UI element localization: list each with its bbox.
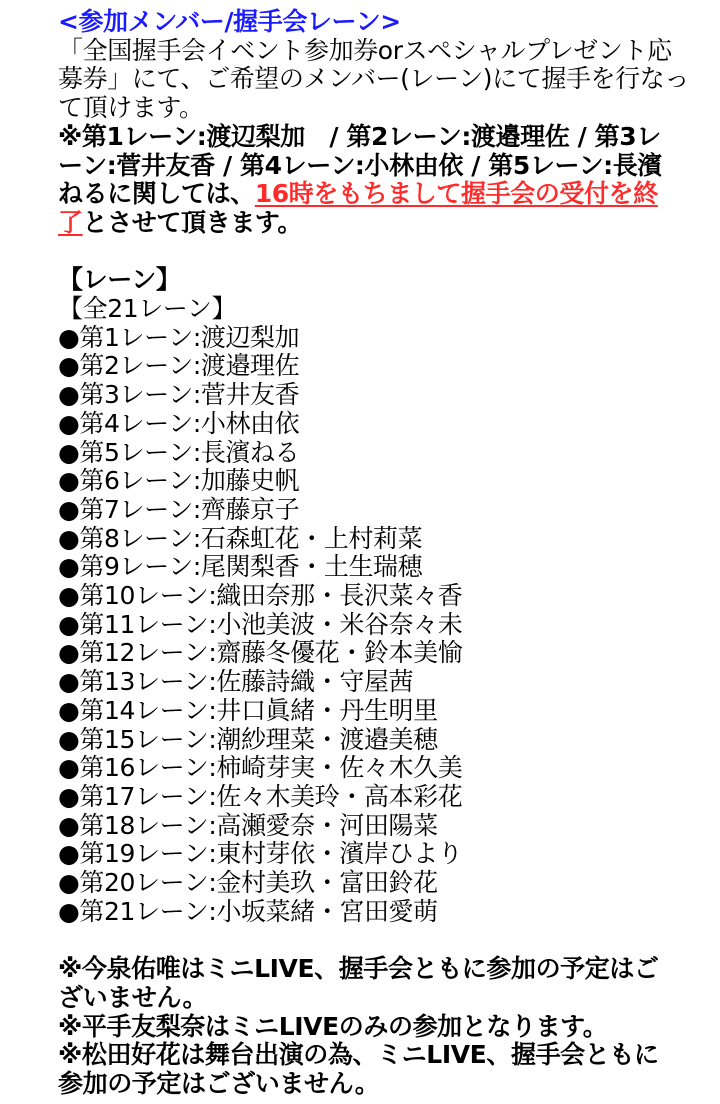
lanes-heading: 【レーン】 bbox=[58, 265, 181, 295]
footnote-line: ざいません。 bbox=[58, 982, 208, 1012]
lane-item: ●第11レーン:小池美波・米谷奈々未 bbox=[58, 609, 463, 639]
notice-line bbox=[58, 209, 700, 238]
intro-line: て頂けます。 bbox=[58, 93, 204, 123]
lane-item: ●第12レーン:齋藤冬優花・鈴本美愉 bbox=[58, 638, 463, 668]
lane-item: ●第14レーン:井口眞緒・丹生明里 bbox=[58, 695, 438, 725]
page-heading: <参加メンバー/握手会レーン> bbox=[58, 7, 401, 36]
lane-item: ●第2レーン:渡邉理佐 bbox=[58, 351, 300, 381]
footnote-line: 参加の予定はございません。 bbox=[58, 1068, 380, 1098]
lane-item: ●第9レーン:尾関梨香・土生瑞穂 bbox=[58, 552, 423, 582]
lane-item: ●第20レーン:金村美玖・富田鈴花 bbox=[58, 868, 438, 898]
notice-paragraph bbox=[58, 123, 700, 238]
footnote-line: ※松田好花は舞台出演の為、ミニLIVE、握手会ともに bbox=[58, 1040, 659, 1070]
footnote-line: ※今泉佑唯はミニLIVE、握手会ともに参加の予定はご bbox=[58, 954, 659, 984]
notice-line: ※第1レーン:渡辺梨加 / 第2レーン:渡邉理佐 / 第3レ bbox=[58, 121, 661, 151]
lane-item: ●第8レーン:石森虹花・上村莉菜 bbox=[58, 523, 423, 553]
spacer bbox=[58, 238, 700, 267]
notice-line: ーン:菅井友香 / 第4レーン:小林由依 / 第5レーン:長濱 bbox=[58, 150, 662, 180]
lane-item: ●第7レーン:齊藤京子 bbox=[58, 494, 300, 524]
intro-line: 「全国握手会イベント参加券orスペシャルプレゼント応 bbox=[58, 35, 672, 65]
notice-line bbox=[58, 180, 700, 209]
lane-item: ●第10レーン:織田奈那・長沢菜々香 bbox=[58, 581, 463, 611]
lane-item: ●第5レーン:長濱ねる bbox=[58, 437, 300, 467]
lane-item: ●第19レーン:東村芽依・濱岸ひより bbox=[58, 839, 463, 869]
lane-list bbox=[58, 324, 700, 927]
lane-item: ●第16レーン:柿崎芽実・佐々木久美 bbox=[58, 753, 463, 783]
lane-item: ●第17レーン:佐々木美玲・高本彩花 bbox=[58, 781, 463, 811]
lane-item: ●第13レーン:佐藤詩織・守屋茜 bbox=[58, 667, 414, 697]
lane-item: ●第15レーン:潮紗理菜・渡邉美穂 bbox=[58, 724, 438, 754]
footnote-line: ※平手友梨奈はミニLIVEのみの参加となります。 bbox=[58, 1011, 608, 1041]
notice-text: ねるに関しては、 bbox=[58, 179, 255, 209]
lane-item: ●第18レーン:高瀬愛奈・河田陽菜 bbox=[58, 810, 438, 840]
notice-text: とさせて頂きます。 bbox=[82, 207, 303, 237]
lane-item: ●第4レーン:小林由依 bbox=[58, 408, 300, 438]
footnotes bbox=[58, 955, 700, 1099]
intro-line: 募券」にて、ご希望のメンバー(レーン)にて握手を行なっ bbox=[58, 64, 689, 94]
reception-end-link-continued[interactable]: 了 bbox=[58, 207, 83, 237]
lane-item: ●第3レーン:菅井友香 bbox=[58, 380, 300, 410]
intro-paragraph bbox=[58, 37, 700, 123]
lane-item: ●第21レーン:小坂菜緒・宮田愛萌 bbox=[58, 896, 438, 926]
lane-item: ●第1レーン:渡辺梨加 bbox=[58, 322, 300, 352]
spacer bbox=[58, 926, 700, 955]
reception-end-link[interactable]: 16時をもちまして握手会の受付を終 bbox=[254, 179, 658, 209]
lane-item: ●第6レーン:加藤史帆 bbox=[58, 466, 300, 496]
lanes-total: 【全21レーン】 bbox=[58, 294, 237, 324]
